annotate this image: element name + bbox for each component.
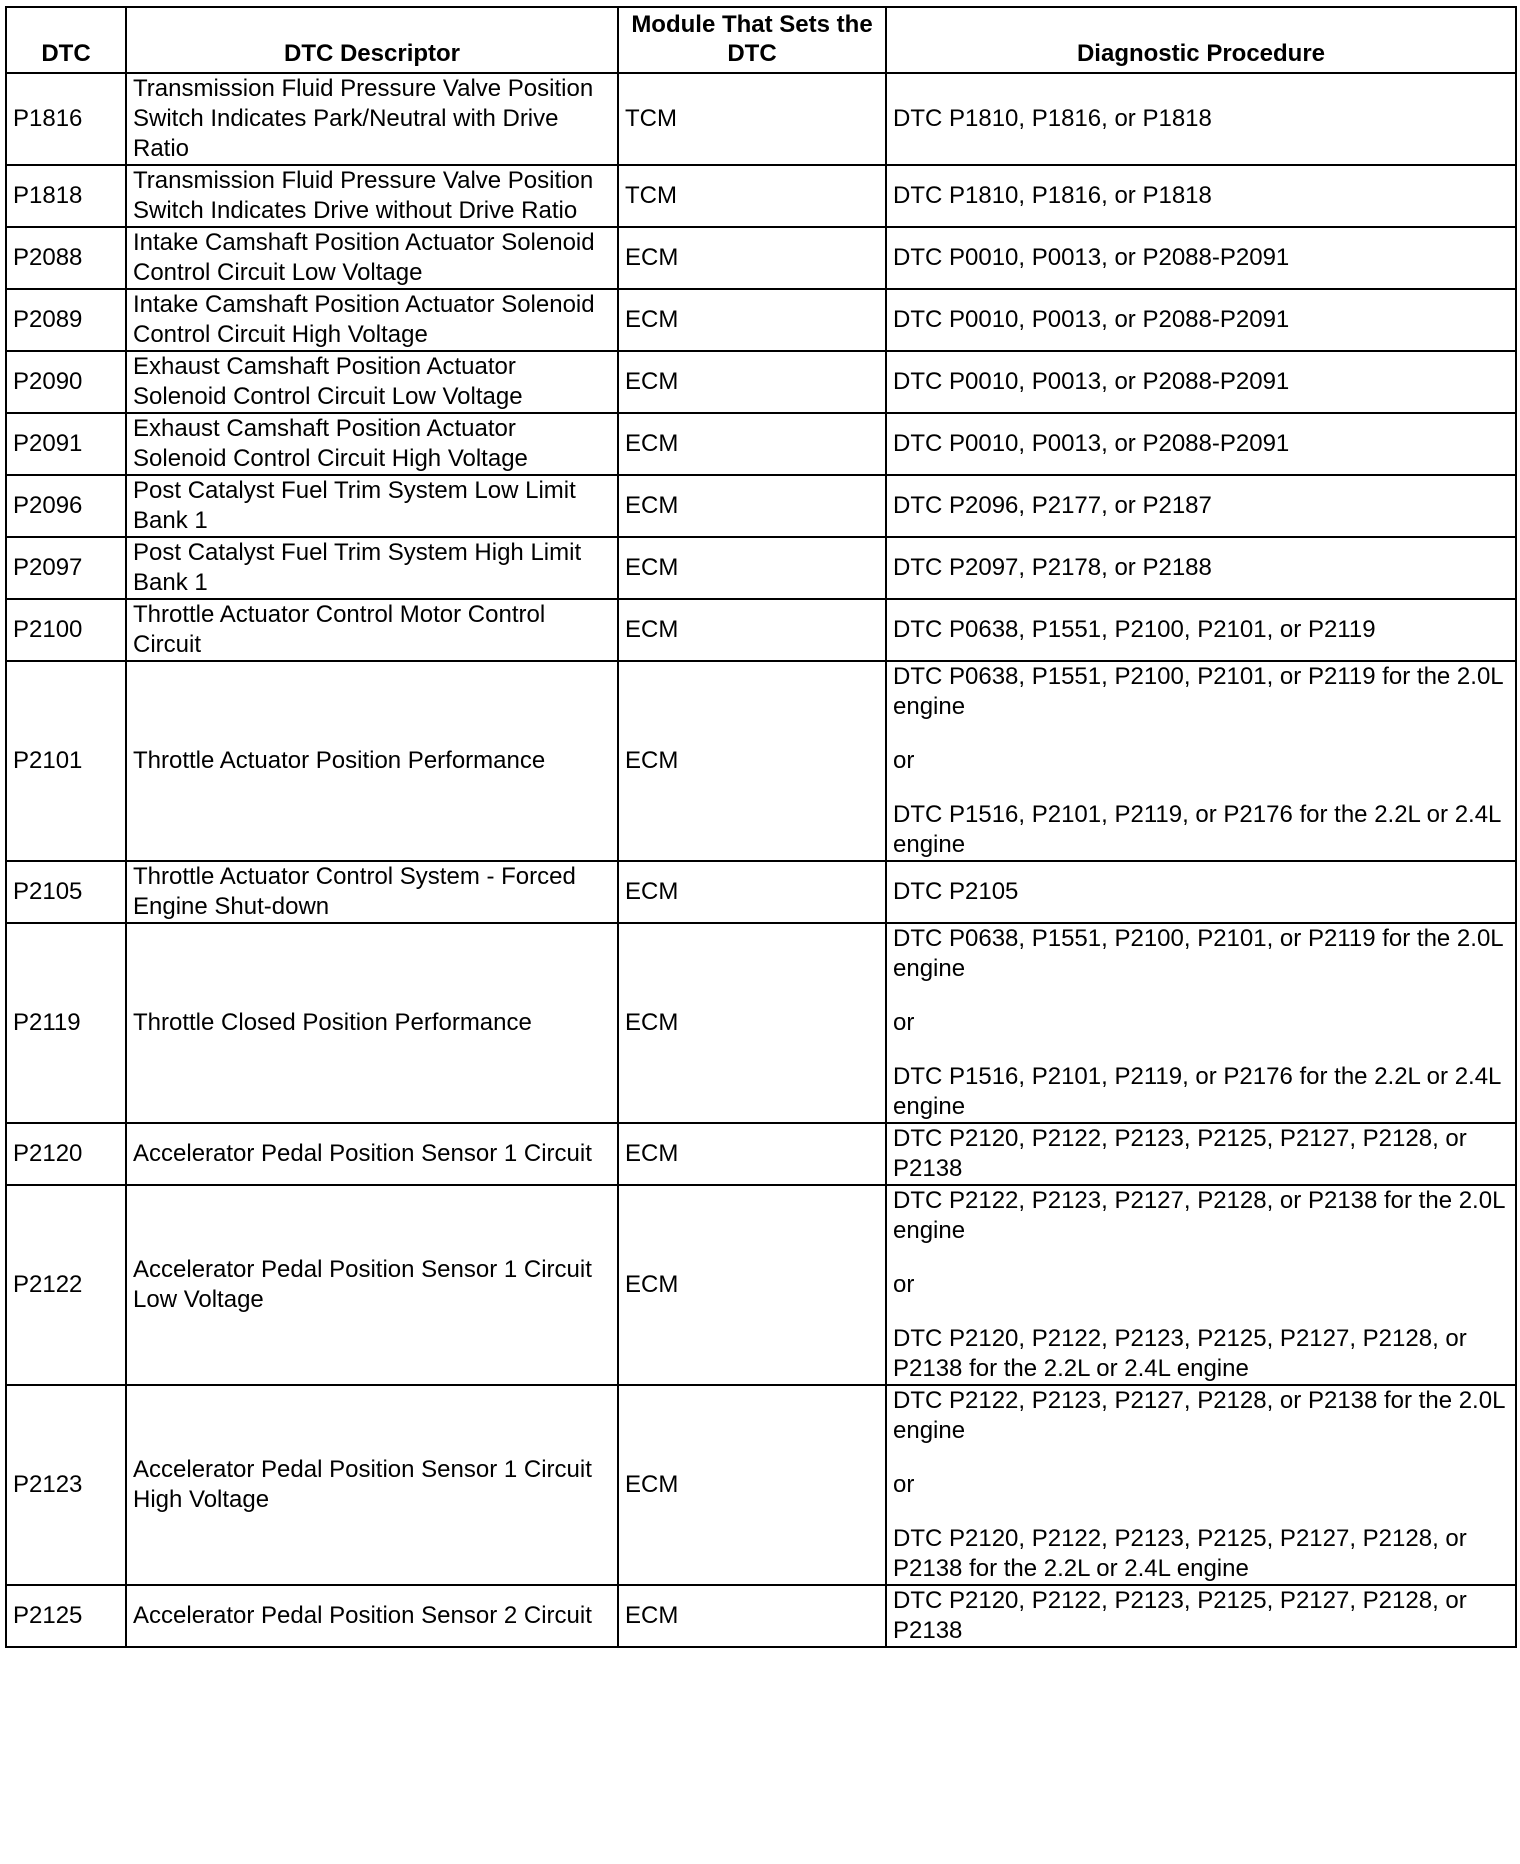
diagnostic-procedure-cell: [886, 861, 1516, 923]
table-row: [6, 413, 1516, 475]
module-cell: TCM: [618, 165, 886, 227]
dtc-descriptor-cell: Transmission Fluid Pressure Valve Position Switch Indicates Drive without Drive Ratio: [126, 165, 618, 227]
dtc-descriptor-cell: Accelerator Pedal Position Sensor 1 Circuit: [126, 1123, 618, 1185]
diagnostic-procedure-cell: [886, 661, 1516, 861]
table-row: [6, 923, 1516, 1123]
dtc-descriptor-cell: Throttle Actuator Control Motor Control Circuit: [126, 599, 618, 661]
dtc-code-cell: P1818: [6, 165, 126, 227]
module-cell: TCM: [618, 73, 886, 165]
paragraph-gap: [893, 1500, 1509, 1524]
dtc-code-cell: P2096: [6, 475, 126, 537]
procedure-text: DTC P0010, P0013, or P2088-P2091: [893, 306, 1290, 333]
dtc-code-cell: P2105: [6, 861, 126, 923]
procedure-text: DTC P0010, P0013, or P2088-P2091: [893, 430, 1290, 457]
dtc-descriptor-cell: Throttle Actuator Control System - Forced Engine Shut-down: [126, 861, 618, 923]
procedure-text: or: [893, 1471, 915, 1498]
header-module: Module That Sets the DTC: [618, 7, 886, 73]
dtc-table: [5, 6, 1517, 1648]
diagnostic-procedure-cell: [886, 599, 1516, 661]
table-header: [6, 7, 1516, 73]
table-row: [6, 227, 1516, 289]
diagnostic-procedure-cell: [886, 351, 1516, 413]
diagnostic-procedure-cell: [886, 73, 1516, 165]
dtc-descriptor-cell: Throttle Actuator Position Performance: [126, 661, 618, 861]
table-row: [6, 165, 1516, 227]
paragraph-gap: [893, 1300, 1509, 1324]
table-row: [6, 73, 1516, 165]
module-cell: ECM: [618, 351, 886, 413]
procedure-text: DTC P0638, P1551, P2100, P2101, or P2119 for the 2.0L engine: [893, 663, 1503, 720]
diagnostic-procedure-cell: [886, 923, 1516, 1123]
procedure-text: DTC P0010, P0013, or P2088-P2091: [893, 368, 1290, 395]
header-dtc: DTC: [6, 7, 126, 73]
module-cell: ECM: [618, 861, 886, 923]
diagnostic-procedure-cell: [886, 413, 1516, 475]
procedure-text: DTC P2122, P2123, P2127, P2128, or P2138 for the 2.0L engine: [893, 1387, 1505, 1444]
dtc-code-cell: P2100: [6, 599, 126, 661]
procedure-text: DTC P2120, P2122, P2123, P2125, P2127, P2128, or P2138: [893, 1587, 1467, 1644]
table-row: [6, 475, 1516, 537]
header-procedure: Diagnostic Procedure: [886, 7, 1516, 73]
procedure-text: DTC P0638, P1551, P2100, P2101, or P2119: [893, 616, 1376, 643]
header-descriptor: DTC Descriptor: [126, 7, 618, 73]
table-row: [6, 537, 1516, 599]
table-row: [6, 599, 1516, 661]
procedure-text: DTC P1516, P2101, P2119, or P2176 for the 2.2L or 2.4L engine: [893, 801, 1501, 858]
procedure-text: DTC P1810, P1816, or P1818: [893, 182, 1212, 209]
paragraph-gap: [893, 722, 1509, 746]
dtc-descriptor-cell: Throttle Closed Position Performance: [126, 923, 618, 1123]
paragraph-gap: [893, 1246, 1509, 1270]
procedure-text: DTC P1516, P2101, P2119, or P2176 for the 2.2L or 2.4L engine: [893, 1063, 1501, 1120]
dtc-descriptor-cell: Transmission Fluid Pressure Valve Position Switch Indicates Park/Neutral with Drive Ratio: [126, 73, 618, 165]
module-cell: ECM: [618, 1123, 886, 1185]
diagnostic-procedure-cell: [886, 165, 1516, 227]
module-cell: ECM: [618, 475, 886, 537]
procedure-text: DTC P2120, P2122, P2123, P2125, P2127, P2128, or P2138 for the 2.2L or 2.4L engine: [893, 1325, 1467, 1382]
dtc-descriptor-cell: Intake Camshaft Position Actuator Solenoid Control Circuit Low Voltage: [126, 227, 618, 289]
paragraph-gap: [893, 1446, 1509, 1470]
procedure-text: or: [893, 747, 915, 774]
dtc-code-cell: P2089: [6, 289, 126, 351]
procedure-text: DTC P2120, P2122, P2123, P2125, P2127, P2128, or P2138: [893, 1125, 1467, 1182]
diagnostic-procedure-cell: [886, 1585, 1516, 1647]
diagnostic-procedure-cell: [886, 1385, 1516, 1585]
table-row: [6, 661, 1516, 861]
table-row: [6, 861, 1516, 923]
module-cell: ECM: [618, 599, 886, 661]
dtc-code-cell: P2123: [6, 1385, 126, 1585]
dtc-descriptor-cell: Exhaust Camshaft Position Actuator Solenoid Control Circuit Low Voltage: [126, 351, 618, 413]
module-cell: ECM: [618, 289, 886, 351]
dtc-descriptor-cell: Accelerator Pedal Position Sensor 1 Circuit High Voltage: [126, 1385, 618, 1585]
dtc-descriptor-cell: Post Catalyst Fuel Trim System High Limit Bank 1: [126, 537, 618, 599]
dtc-descriptor-cell: Accelerator Pedal Position Sensor 2 Circuit: [126, 1585, 618, 1647]
diagnostic-procedure-cell: [886, 475, 1516, 537]
module-cell: ECM: [618, 1185, 886, 1385]
diagnostic-procedure-cell: [886, 289, 1516, 351]
table-row: [6, 351, 1516, 413]
table-row: [6, 1585, 1516, 1647]
dtc-code-cell: P2097: [6, 537, 126, 599]
dtc-code-cell: P2122: [6, 1185, 126, 1385]
module-cell: ECM: [618, 1585, 886, 1647]
procedure-text: or: [893, 1271, 915, 1298]
module-cell: ECM: [618, 661, 886, 861]
procedure-text: or: [893, 1009, 915, 1036]
dtc-code-cell: P2120: [6, 1123, 126, 1185]
table-row: [6, 1385, 1516, 1585]
module-cell: ECM: [618, 1385, 886, 1585]
dtc-code-cell: P2090: [6, 351, 126, 413]
module-cell: ECM: [618, 537, 886, 599]
paragraph-gap: [893, 776, 1509, 800]
dtc-code-cell: P2088: [6, 227, 126, 289]
dtc-descriptor-cell: Exhaust Camshaft Position Actuator Solenoid Control Circuit High Voltage: [126, 413, 618, 475]
procedure-text: DTC P0010, P0013, or P2088-P2091: [893, 244, 1290, 271]
table-row: [6, 1123, 1516, 1185]
dtc-code-cell: P1816: [6, 73, 126, 165]
diagnostic-procedure-cell: [886, 1123, 1516, 1185]
table-row: [6, 1185, 1516, 1385]
dtc-descriptor-cell: Accelerator Pedal Position Sensor 1 Circuit Low Voltage: [126, 1185, 618, 1385]
module-cell: ECM: [618, 227, 886, 289]
procedure-text: DTC P0638, P1551, P2100, P2101, or P2119 for the 2.0L engine: [893, 925, 1503, 982]
table-row: [6, 289, 1516, 351]
module-cell: ECM: [618, 923, 886, 1123]
diagnostic-procedure-cell: [886, 537, 1516, 599]
procedure-text: DTC P1810, P1816, or P1818: [893, 105, 1212, 132]
table-body: [6, 73, 1516, 1647]
diagnostic-procedure-cell: [886, 227, 1516, 289]
procedure-text: DTC P2096, P2177, or P2187: [893, 492, 1212, 519]
header-row: [6, 7, 1516, 73]
dtc-code-cell: P2091: [6, 413, 126, 475]
dtc-code-cell: P2125: [6, 1585, 126, 1647]
paragraph-gap: [893, 1038, 1509, 1062]
module-cell: ECM: [618, 413, 886, 475]
dtc-descriptor-cell: Intake Camshaft Position Actuator Solenoid Control Circuit High Voltage: [126, 289, 618, 351]
procedure-text: DTC P2120, P2122, P2123, P2125, P2127, P2128, or P2138 for the 2.2L or 2.4L engine: [893, 1525, 1467, 1582]
dtc-code-cell: P2119: [6, 923, 126, 1123]
procedure-text: DTC P2097, P2178, or P2188: [893, 554, 1212, 581]
dtc-code-cell: P2101: [6, 661, 126, 861]
dtc-descriptor-cell: Post Catalyst Fuel Trim System Low Limit Bank 1: [126, 475, 618, 537]
procedure-text: DTC P2105: [893, 878, 1019, 905]
paragraph-gap: [893, 984, 1509, 1008]
diagnostic-procedure-cell: [886, 1185, 1516, 1385]
procedure-text: DTC P2122, P2123, P2127, P2128, or P2138 for the 2.0L engine: [893, 1187, 1505, 1244]
